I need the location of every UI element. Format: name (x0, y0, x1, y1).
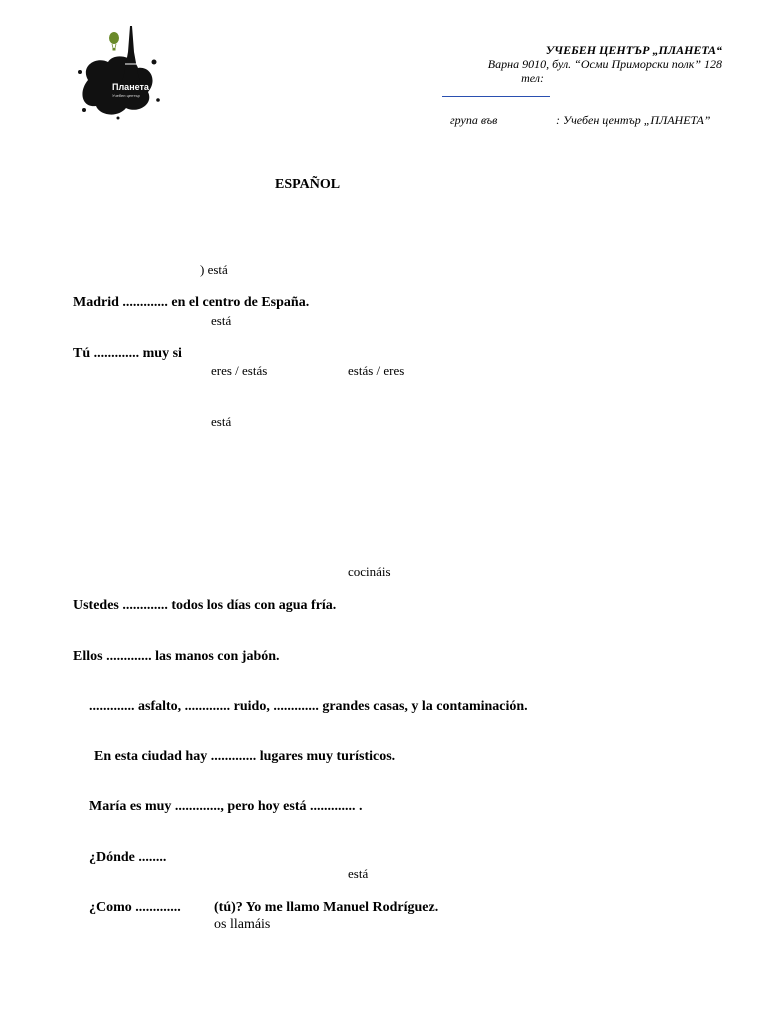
page-title: ESPAÑOL (275, 177, 341, 192)
header-divider (442, 96, 550, 97)
answer-option: ) está (200, 262, 228, 277)
exercise-sentence: ¿Dónde ........ (89, 850, 167, 865)
exercise-sentence: Tú ............. muy si (73, 346, 182, 361)
answer-option: cocináis (348, 564, 391, 579)
answer-option: estás / eres (348, 363, 405, 378)
logo-text: Планета (112, 82, 149, 92)
exercise-sentence: ¿Como ............. (89, 900, 181, 915)
exercise-sentence: En esta ciudad hay ............. lugares muy turísticos. (94, 749, 396, 764)
exercise-sentence: ............. asfalto, ............. ruido, ............. grandes casas, y la contaminación. (89, 699, 528, 714)
answer-option: eres / estás (211, 363, 268, 378)
exercise-sentence: Madrid ............. en el centro de España. (73, 295, 310, 310)
center-address: Варна 9010, бул. “Осми Приморски полк” 128 (487, 57, 722, 71)
answer-option: está (211, 414, 232, 429)
center-name: УЧЕБЕН ЦЕНТЪР „ПЛАНЕТА“ (545, 43, 722, 57)
answer-option: os llamáis (214, 917, 271, 932)
exercise-sentence: (tú)? Yo me llamo Manuel Rodríguez. (214, 900, 439, 915)
phone-label: тел: (521, 71, 544, 85)
planeta-logo-icon (68, 22, 164, 122)
exercise-sentence: María es muy ............., pero hoy está ............. . (89, 799, 363, 814)
answer-option: está (348, 866, 369, 881)
center-reference: : Учебен център „ПЛАНЕТА” (556, 113, 711, 127)
exercise-sentence: Ellos ............. las manos con jabón. (73, 649, 280, 664)
logo-subtext: Учебен център (112, 93, 140, 98)
answer-option: está (211, 313, 232, 328)
group-label: група във (450, 113, 498, 127)
exercise-sentence: Ustedes ............. todos los días con agua fría. (73, 598, 337, 613)
